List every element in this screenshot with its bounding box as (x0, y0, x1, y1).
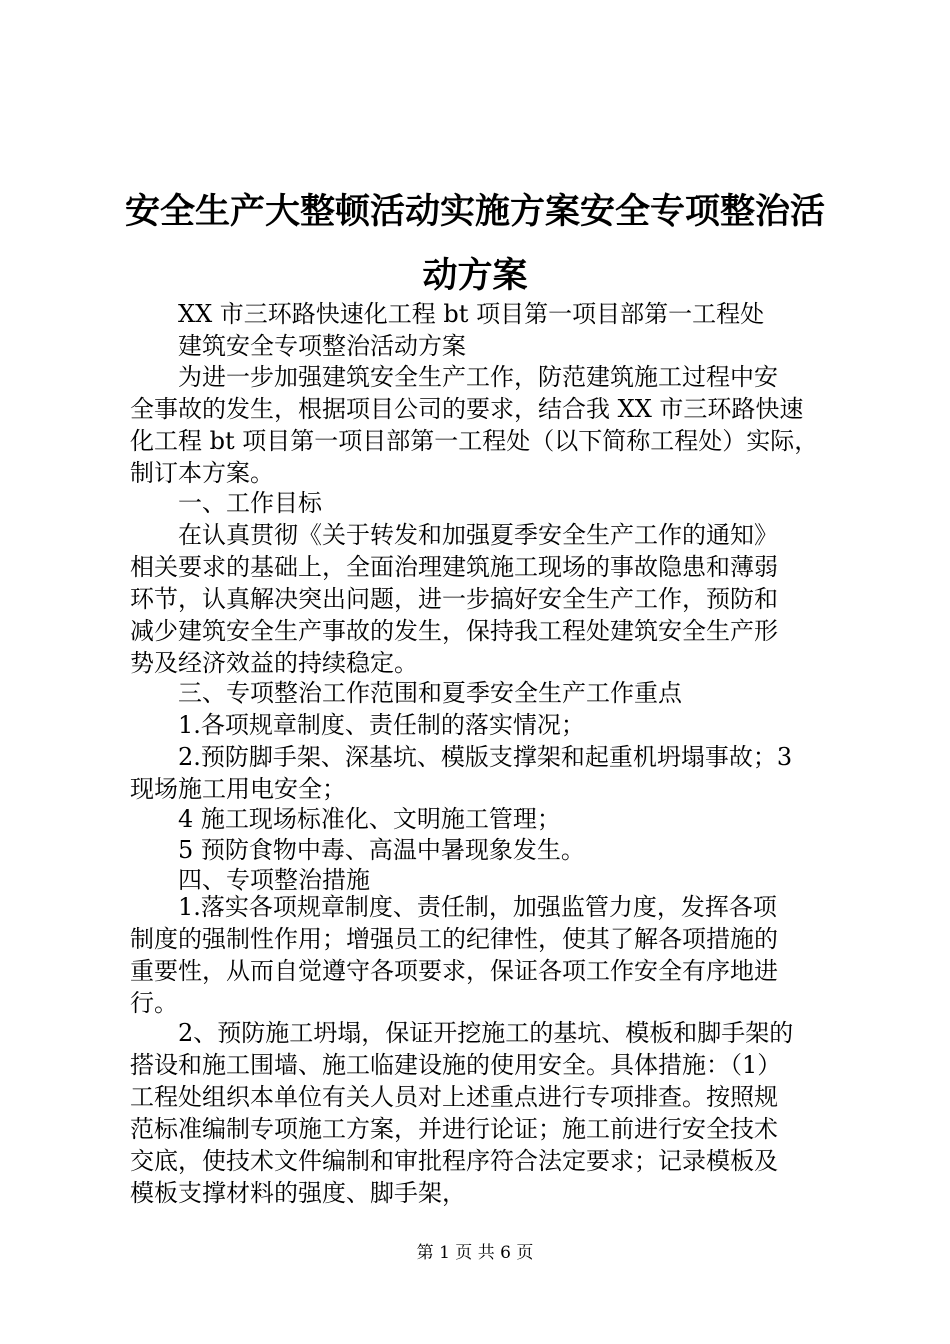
body-line: 环节，认真解决突出问题，进一步搞好安全生产工作，预防和 (130, 585, 778, 613)
body-line: 行。 (130, 989, 178, 1017)
body-line: 搭设和施工围墙、施工临建设施的使用安全。具体措施：（1） (130, 1051, 782, 1079)
page-number-footer: 第 1 页 共 6 页 (416, 1243, 534, 1263)
body-line: 四、专项整治措施 (178, 866, 370, 894)
body-line: 建筑安全专项整治活动方案 (178, 332, 466, 360)
body-line: 减少建筑安全生产事故的发生，保持我工程处建筑安全生产形 (130, 617, 778, 645)
body-line: 5 预防食物中毒、高温中暑现象发生。 (178, 836, 585, 864)
body-line: 1.落实各项规章制度、责任制，加强监管力度，发挥各项 (178, 893, 777, 921)
body-line: 制订本方案。 (130, 459, 274, 487)
body-line: 一、工作目标 (178, 489, 322, 517)
body-line: 制度的强制性作用；增强员工的纪律性，使其了解各项措施的 (130, 925, 778, 953)
body-line: 重要性，从而自觉遵守各项要求，保证各项工作安全有序地进 (130, 957, 778, 985)
document-title-line-1: 安全生产大整顿活动实施方案安全专项整治活 (124, 191, 825, 232)
document-title-line-2: 动方案 (422, 255, 528, 296)
body-line: 范标准编制专项施工方案，并进行论证；施工前进行安全技术 (130, 1115, 778, 1143)
body-line: 全事故的发生，根据项目公司的要求，结合我 XX 市三环路快速 (130, 395, 804, 423)
body-line: 1.各项规章制度、责任制的落实情况； (178, 711, 585, 739)
body-line: 模板支撑材料的强度、脚手架， (130, 1179, 466, 1207)
body-line: 2.预防脚手架、深基坑、模版支撑架和起重机坍塌事故；3 (178, 743, 793, 771)
body-line: 为进一步加强建筑安全生产工作，防范建筑施工过程中安 (178, 363, 778, 391)
body-line: 化工程 bt 项目第一项目部第一工程处（以下简称工程处）实际， (130, 427, 819, 455)
body-line: 4 施工现场标准化、文明施工管理； (178, 805, 561, 833)
body-line: 相关要求的基础上，全面治理建筑施工现场的事故隐患和薄弱 (130, 553, 778, 581)
body-line: 2、预防施工坍塌，保证开挖施工的基坑、模板和脚手架的 (178, 1019, 794, 1047)
body-line: 三、专项整治工作范围和夏季安全生产工作重点 (178, 679, 682, 707)
body-line: 工程处组织本单位有关人员对上述重点进行专项排查。按照规 (130, 1083, 778, 1111)
body-line: 现场施工用电安全； (130, 775, 346, 803)
body-line: 在认真贯彻《关于转发和加强夏季安全生产工作的通知》 (178, 521, 778, 549)
body-line: 势及经济效益的持续稳定。 (130, 649, 418, 677)
body-line: XX 市三环路快速化工程 bt 项目第一项目部第一工程处 (178, 300, 765, 328)
body-line: 交底，使技术文件编制和审批程序符合法定要求；记录模板及 (130, 1147, 778, 1175)
